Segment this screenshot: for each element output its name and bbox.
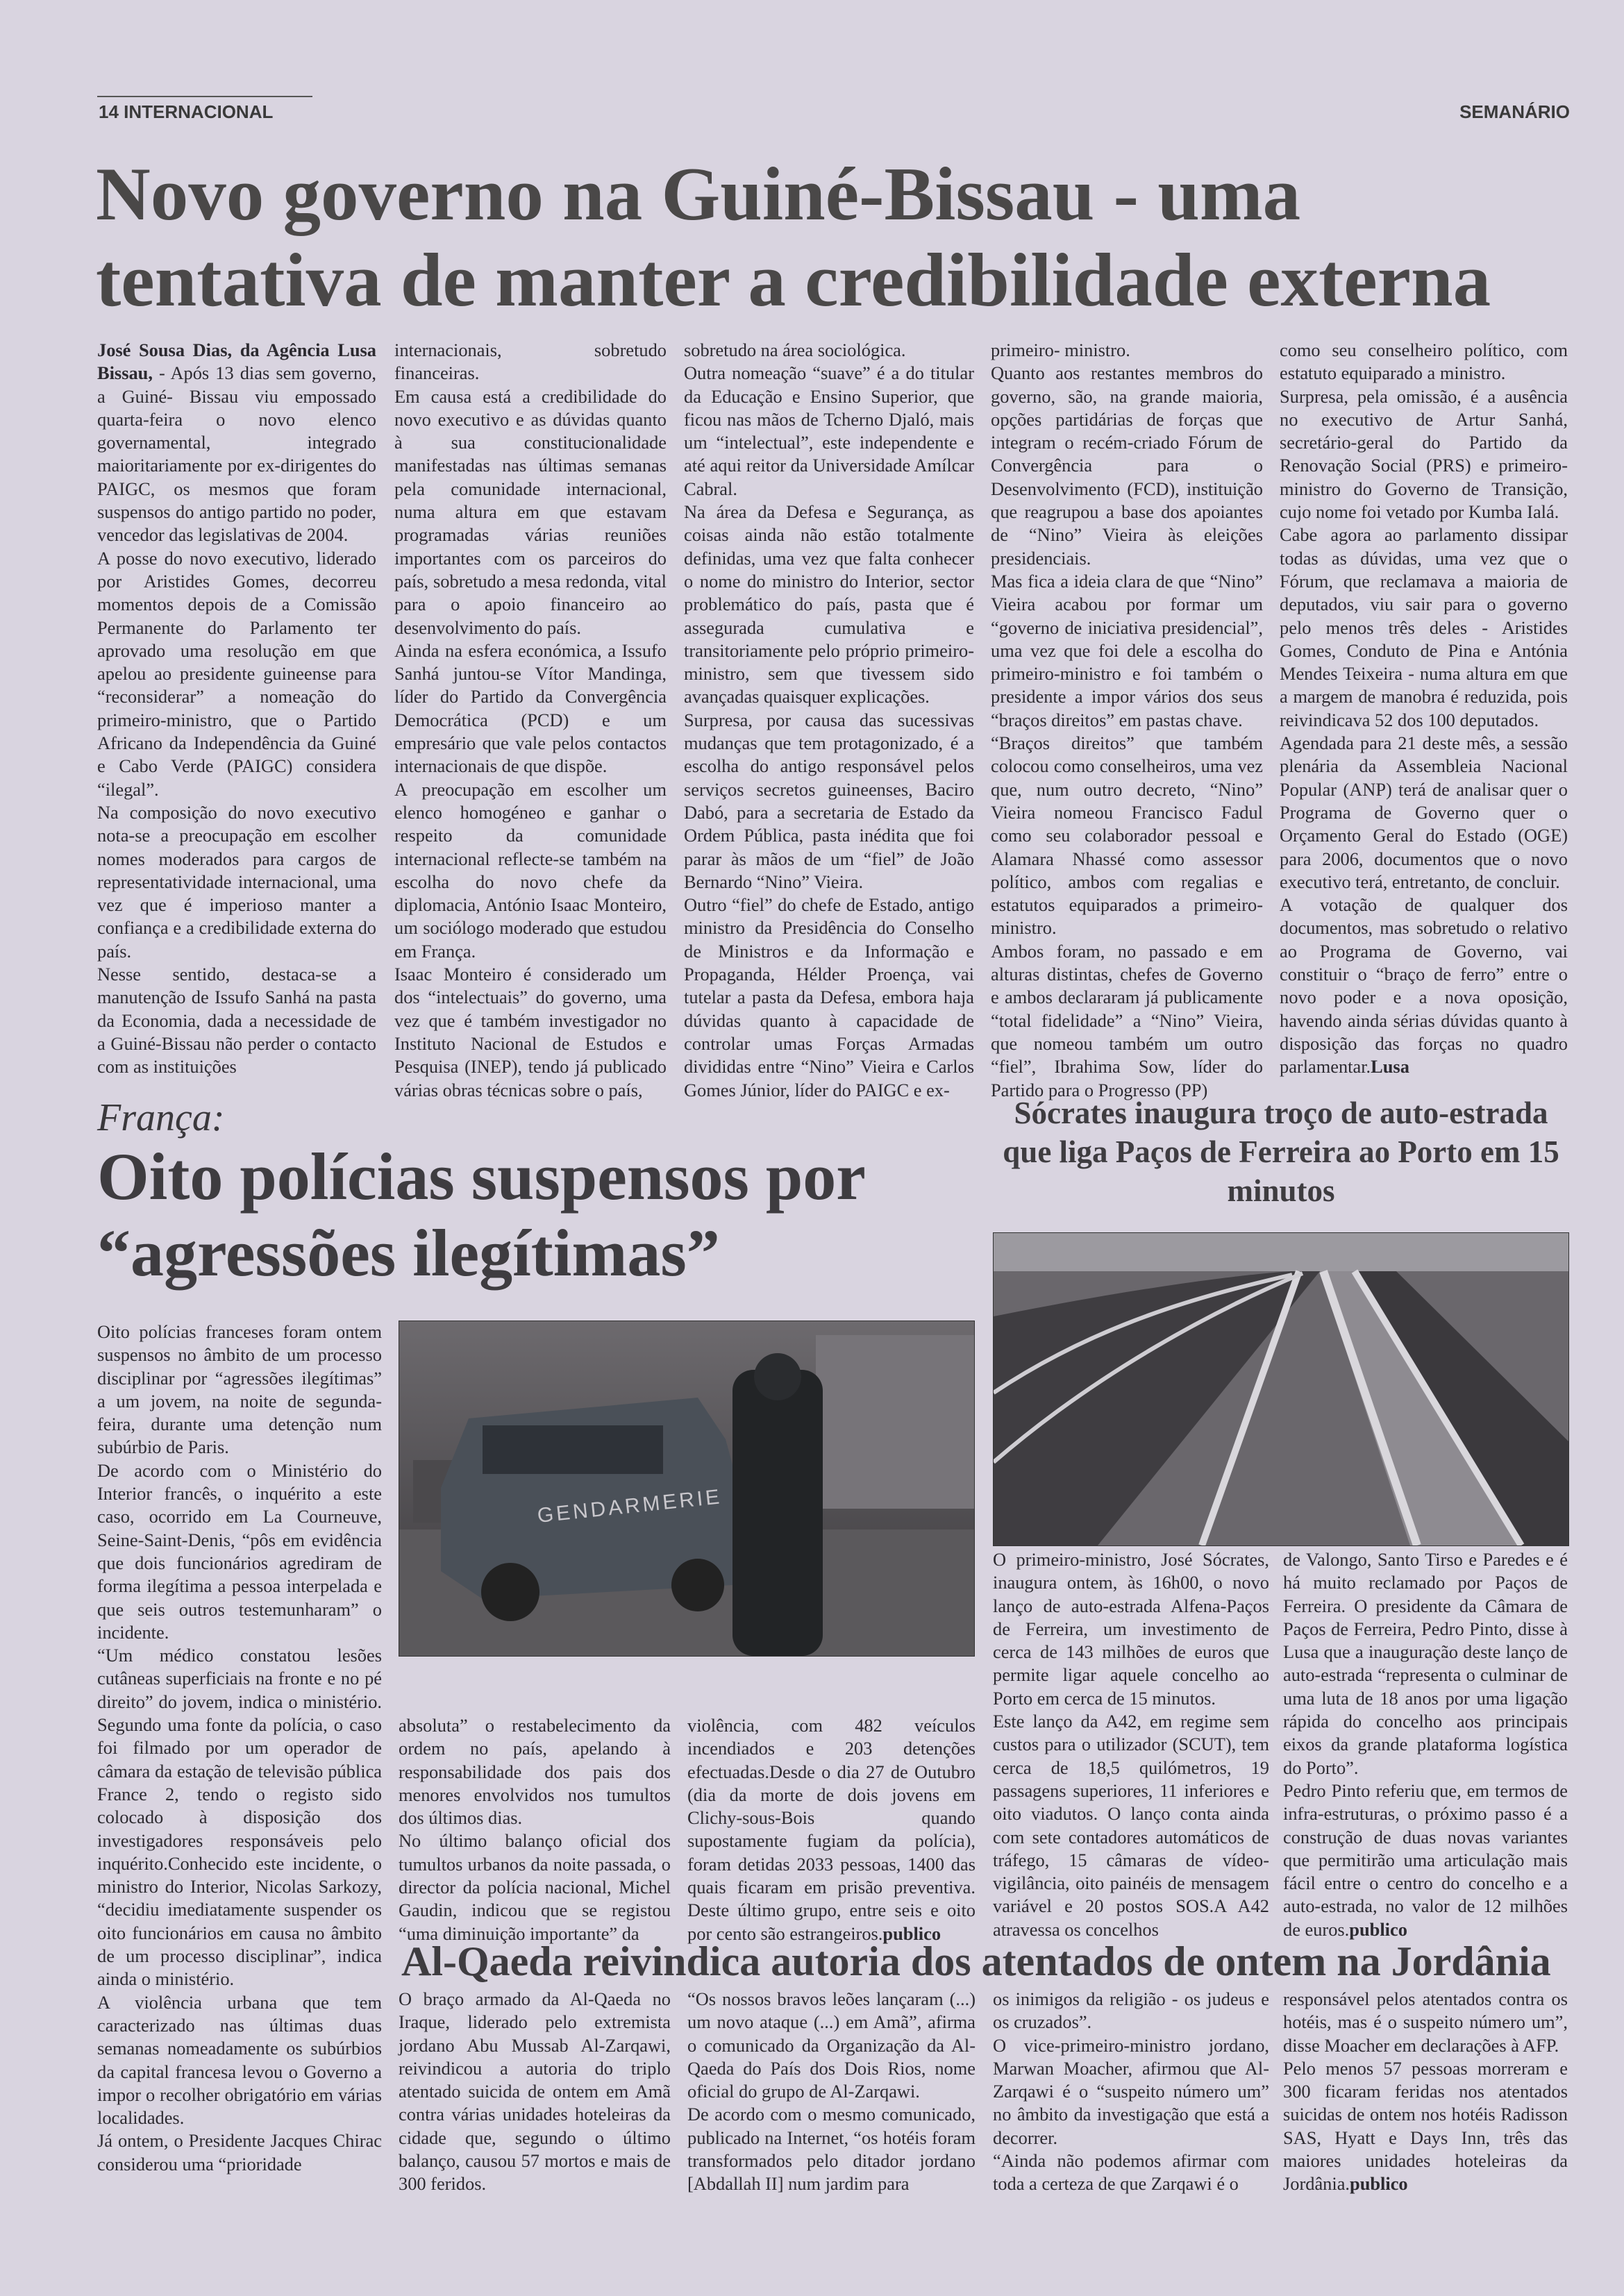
- highway-photo: [993, 1232, 1569, 1546]
- paragraph: violência, com 482 veículos incendiados e 203 detenções efectuadas.Desde o dia 27 de Outubro (dia da morte de dois jovens em Clichy-sous-Bois quando supostamente fugiam da polícia), foram detidas 2033 pessoas, 1400 das quais ficaram em prisão preventiva. Deste último grupo, entre seis e oito por cento são estrangeiros.: [687, 1715, 976, 1944]
- paragraph: - Após 13 dias sem governo, a Guiné- Bissau viu empossado quarta-feira o novo elenco governamental, integrado maioritariamente por ex-dirigentes do PAIGC, os mesmos que foram suspensos do antigo partido no poder, vencedor das legislativas de 2004.: [97, 362, 376, 546]
- socrates-article-col2: [1283, 1548, 1568, 1941]
- paragraph: Na composição do novo executivo nota-se a preocupação em escolher nomes moderados para cargos de representatividade internacional, uma vez que é imperioso manter a confiança e a credibilidade externa do país.: [97, 801, 376, 962]
- paragraph: sobretudo na área sociológica.: [684, 340, 906, 360]
- alqaeda-article-col1: [399, 1988, 671, 2196]
- newspaper-name: SEMANÁRIO: [1459, 101, 1570, 122]
- france-headline: [97, 1139, 993, 1291]
- paragraph: Oito polícias franceses foram ontem suspensos no âmbito de um processo disciplinar por “agressões ilegítimas” a um jovem, na noite de segunda-feira, durante uma detenção num subúrbio de Paris.: [97, 1321, 382, 1458]
- main-article-col5: [1280, 339, 1568, 1079]
- header-rule: [97, 96, 312, 97]
- paragraph: Outro “fiel” do chefe de Estado, antigo ministro da Presidência do Conselho de Ministros e da Informação e Propaganda, Hélder Proença, vai tutelar a pasta da Defesa, embora haja dúvidas quanto à capacidade de controlar umas Forças Armadas divididas entre “Nino” Vieira e Carlos Gomes Júnior, líder do PAIGC e ex-: [684, 894, 974, 1100]
- paragraph: De acordo com o Ministério do Interior francês, o inquérito a este caso, ocorrido em La Courneuve, Seine-Saint-Denis, “pôs em evidência que dois funcionários agrediram de forma ilegítima a pessoa interpelada e que seis outros testemunharam” o incidente.: [97, 1459, 382, 1643]
- section-label: 14 INTERNACIONAL: [99, 101, 274, 122]
- paragraph: Outra nomeação “suave” é a do titular da Educação e Ensino Superior, que ficou nas mãos de Tcherno Djaló, mais um “intelectual”, este independente e até aqui reitor da Universidade Amílcar Cabral.: [684, 362, 974, 499]
- gendarmerie-photo: [399, 1321, 975, 1657]
- paragraph: Pedro Pinto referiu que, em termos de infra-estruturas, o próximo passo é a construção de duas novas variantes que permitirão uma articulação mais fácil entre o centro do concelho e a auto-estrada, no valor de 12 milhões de euros.: [1283, 1779, 1568, 1940]
- paragraph: De acordo com o mesmo comunicado, publicado na Internet, “os hotéis foram transformados pelo ditador jordano [Abdallah II] num jardim para: [687, 2104, 976, 2195]
- paragraph: “Um médico constatou lesões cutâneas superficiais na fronte e no pé direito” do jovem, indica o ministério. Segundo uma fonte da polícia, o caso foi filmado por um operador de câmara da estação de televisão pública France 2, tendo o registo sido colocado à disposição dos investigadores responsáveis pelo inquérito.Conhecido este incidente, o ministro do Interior, Nicolas Sarkozy, “decidiu imediatamente suspender os oito funcionários em causa no âmbito de um processo disciplinar”, indica ainda o ministério.: [97, 1645, 382, 1990]
- paragraph: O braço armado da Al-Qaeda no Iraque, liderado pelo extremista jordano Abu Mussab Al-Zarqawi, reivindicou a autoria do triplo atentado suicida de ontem em Amã contra várias unidades hoteleiras da cidade que, segundo o último balanço, causou 57 mortos e mais de 300 feridos.: [399, 1988, 671, 2195]
- paragraph: “Braços direitos” que também colocou como conselheiros, uma vez que, num outro decreto, “Nino” Vieira nomeou Francisco Fadul como seu colaborador pessoal e Alamara Nhassé como assessor político, ambos com regalias e estatutos equiparados a primeiro-ministro.: [991, 732, 1263, 939]
- paragraph: Mas fica a ideia clara de que “Nino” Vieira acabou por formar um “governo de iniciativa presidencial”, uma vez que foi dele a escolha do primeiro-ministro e foi também o presidente a impor vários dos seus “braços direitos” em pastas chave.: [991, 570, 1263, 730]
- signature: publico: [1350, 2173, 1408, 2195]
- main-article-col1: [97, 339, 376, 1079]
- photo-text: GENDARMERIE: [536, 1485, 723, 1527]
- socrates-headline: Sócrates inaugura troço de auto-estrada que liga Paços de Ferreira ao Porto em 15 minutos: [1003, 1096, 1559, 1208]
- main-headline-line1: Novo governo na Guiné-Bissau - uma: [96, 152, 1301, 236]
- paragraph: A preocupação em escolher um elenco homogéneo e ganhar o respeito da comunidade internacional reflecte-se também na escolha do novo chefe da diplomacia, António Isaac Monteiro, um sociólogo moderado que estudou em França.: [394, 778, 667, 962]
- alqaeda-article-col4: [1283, 1988, 1568, 2196]
- paragraph: responsável pelos atentados contra os hotéis, mas é o suspeito número um”, disse Moacher em declarações à AFP.: [1283, 1988, 1568, 2056]
- main-article-col4: [991, 339, 1263, 1102]
- main-article-col3: [684, 339, 974, 1102]
- paragraph: Pelo menos 57 pessoas morreram e 300 ficaram feridas nos atentados suicidas de ontem nos hotéis Radisson SAS, Hyatt e Days Inn, três das maiores unidades hoteleiras da Jordânia.: [1283, 2057, 1568, 2195]
- paragraph: como seu conselheiro político, com estatuto equiparado a ministro.: [1280, 340, 1568, 384]
- paragraph: Ainda na esfera económica, a Issufo Sanhá juntou-se Vítor Mandinga, líder do Partido da Convergência Democrática (PCD) e um empresário que vale pelos contactos internacionais de que dispõe.: [394, 639, 667, 777]
- paragraph: “Os nossos bravos leões lançaram (...) um novo ataque (...) em Amã”, afirma o comunicado da Organização da Al-Qaeda do País dos Dois Rios, nome oficial do grupo de Al-Zarqawi.: [687, 1988, 976, 2102]
- france-headline-line1: Oito polícias suspensos por: [97, 1139, 866, 1214]
- france-article-col2: [399, 1714, 671, 1945]
- paragraph: Este lanço da A42, em regime sem custos para o utilizador (SCUT), tem cerca de 18,5 quilómetros, 19 passagens superiores, 11 inferiores e oito viadutos. O lanço conta ainda com sete contadores automáticos de tráfego, 15 câmaras de vídeo-vigilância, oito painéis de mensagem variável e 20 postos SOS.A A42 atravessa os concelhos: [993, 1711, 1269, 1940]
- signature: Lusa: [1371, 1056, 1409, 1078]
- alqaeda-headline: Al-Qaeda reivindica autoria dos atentados de ontem na Jordânia: [401, 1938, 1551, 1984]
- paragraph: Em causa está a credibilidade do novo executivo e as dúvidas quanto à sua constitucionalidade manifestadas nas últimas semanas pela comunidade internacional, numa altura em que estavam programadas várias reuniões importantes com os parceiros do país, sobretudo a mesa redonda, vital para o apoio financeiro ao desenvolvimento do país.: [394, 385, 667, 638]
- paragraph: Surpresa, pela omissão, é a ausência no executivo de Artur Sanhá, secretário-geral do Partido da Renovação Social (PRS) e primeiro-ministro do Governo de Transição, cujo nome foi vetado por Kumba Ialá.: [1280, 385, 1568, 523]
- paragraph: Ambos foram, no passado e em alturas distintas, chefes de Governo e ambos declararam já publicamente “total fidelidade” a “Nino” Vieira, que nomeou também um outro “fiel”, Ibrahima Sow, líder do Partido para o Progresso (PP): [991, 940, 1263, 1100]
- paragraph: internacionais, sobretudo financeiras.: [394, 340, 667, 384]
- paragraph: os inimigos da religião - os judeus e os cruzados”.: [993, 1988, 1269, 2033]
- alqaeda-article-col3: [993, 1988, 1269, 2196]
- paragraph: A violência urbana que tem caracterizado nas últimas duas semanas nomeadamente os subúrbios da capital francesa levou o Governo a impor o recolher obrigatório em várias localidades.: [97, 1991, 382, 2129]
- paragraph: A posse do novo executivo, liderado por Aristides Gomes, decorreu momentos depois de a Comissão Permanente do Parlamento ter aprovado uma resolução em que apelou ao presidente guineense para “reconsiderar” a nomeação do primeiro-ministro, que o Partido Africano da Independência da Guiné e Cabo Verde (PAIGC) considera “ilegal”.: [97, 547, 376, 800]
- paragraph: O primeiro-ministro, José Sócrates, inaugura ontem, às 16h00, o novo lanço de auto-estrada Alfena-Paços de Ferreira, um investimento de cerca de 143 milhões de euros que permite ligar aquele concelho ao Porto em cerca de 15 minutos.: [993, 1549, 1269, 1709]
- photo-illustration: [994, 1233, 1568, 1545]
- signature: publico: [882, 1922, 941, 1944]
- paragraph: Nesse sentido, destaca-se a manutenção de Issufo Sanhá na pasta da Economia, dada a necessidade de a Guiné-Bissau não perder o contacto com as instituições: [97, 964, 376, 1078]
- paragraph: absoluta” o restabelecimento da ordem no país, apelando à responsabilidade dos pais dos menores envolvidos nos tumultos dos últimos dias.: [399, 1715, 671, 1829]
- main-article-col2: [394, 339, 667, 1102]
- paragraph: O vice-primeiro-ministro jordano, Marwan Moacher, afirmou que Al-Zarqawi é o “suspeito número um” no âmbito da investigação que está a decorrer.: [993, 2034, 1269, 2148]
- france-article-col3: [687, 1714, 976, 1945]
- paragraph: Quanto aos restantes membros do governo, são, na grande maioria, opções partidárias de forças que integram o recém-criado Fórum de Convergência para o Desenvolvimento (FCD), instituição que reagrupou a base dos apoiantes de “Nino” Vieira às eleições presidenciais.: [991, 362, 1263, 569]
- paragraph: No último balanço oficial dos tumultos urbanos da noite passada, o director da polícia nacional, Michel Gaudin, indicou que se registou “uma diminuição importante” da: [399, 1830, 671, 1944]
- paragraph: Agendada para 21 deste mês, a sessão plenária da Assembleia Nacional Popular (ANP) terá de analisar quer o Programa de Governo quer o Orçamento Geral do Estado (OGE) para 2006, documentos que o novo executivo terá, entretanto, de concluir.: [1280, 732, 1568, 892]
- signature: publico: [1349, 1918, 1407, 1940]
- photo-illustration: [399, 1321, 974, 1656]
- france-headline-line2: “agressões ilegítimas”: [97, 1216, 720, 1290]
- paragraph: Na área da Defesa e Segurança, as coisas ainda não estão totalmente definidas, uma vez que falta conhecer o nome do ministro do Interior, sector problemático do país, pasta que é assegurada cumulativa e transitoriamente pelo próprio primeiro-ministro, sem que tivessem sido avançadas quaisquer explicações.: [684, 501, 974, 707]
- paragraph: Isaac Monteiro é considerado um dos “intelectuais” do governo, uma vez que é também investigador no Instituto Nacional de Estudos e Pesquisa (INEP), tendo já publicado várias obras técnicas sobre o país,: [394, 964, 667, 1100]
- paragraph: A votação de qualquer dos documentos, mas sobretudo o relativo ao Programa de Governo, vai constituir o “braço de ferro” entre o novo poder e a nova oposição, havendo ainda sérias dúvidas quanto à disposição das forças no quadro parlamentar.: [1280, 894, 1568, 1078]
- socrates-article-col1: [993, 1548, 1269, 1941]
- main-headline-line2: tentativa de manter a credibilidade externa: [96, 238, 1491, 322]
- france-kicker: França:: [97, 1096, 225, 1139]
- paragraph: Surpresa, por causa das sucessivas mudanças que tem protagonizado, é a escolha do antigo responsável pelos serviços secretos guineenses, Baciro Dabó, para a secretaria de Estado da Ordem Pública, pasta inédita que foi parar às mãos de um “fiel” de João Bernardo “Nino” Vieira.: [684, 709, 974, 892]
- paragraph: “Ainda não podemos afirmar com toda a certeza de que Zarqawi é o: [993, 2150, 1269, 2195]
- france-article-col1: [97, 1321, 382, 2176]
- paragraph: de Valongo, Santo Tirso e Paredes e é há muito reclamado por Paços de Ferreira. O presidente da Câmara de Paços de Ferreira, Pedro Pinto, disse à Lusa que a inauguração deste lanço de auto-estrada “representa o culminar de uma luta de 18 anos por uma ligação rápida do concelho aos principais eixos da grande plataforma logística do Porto”.: [1283, 1549, 1568, 1778]
- paragraph: primeiro- ministro.: [991, 340, 1130, 360]
- alqaeda-article-col2: [687, 1988, 976, 2196]
- paragraph: Cabe agora ao parlamento dissipar todas as dúvidas, uma vez que o Fórum, que reclamava a maioria de deputados, viu sair para o governo pelo menos três deles - Aristides Gomes, Conduto de Pina e Antónia Mendes Teixeira - numa altura em que a margem de manobra é reduzida, pois reivindicava 52 dos 100 deputados.: [1280, 524, 1568, 730]
- byline: José Sousa Dias, da Agência Lusa Bissau,: [97, 340, 376, 384]
- paragraph: Já ontem, o Presidente Jacques Chirac considerou uma “prioridade: [97, 2130, 382, 2175]
- main-headline: [96, 151, 1575, 324]
